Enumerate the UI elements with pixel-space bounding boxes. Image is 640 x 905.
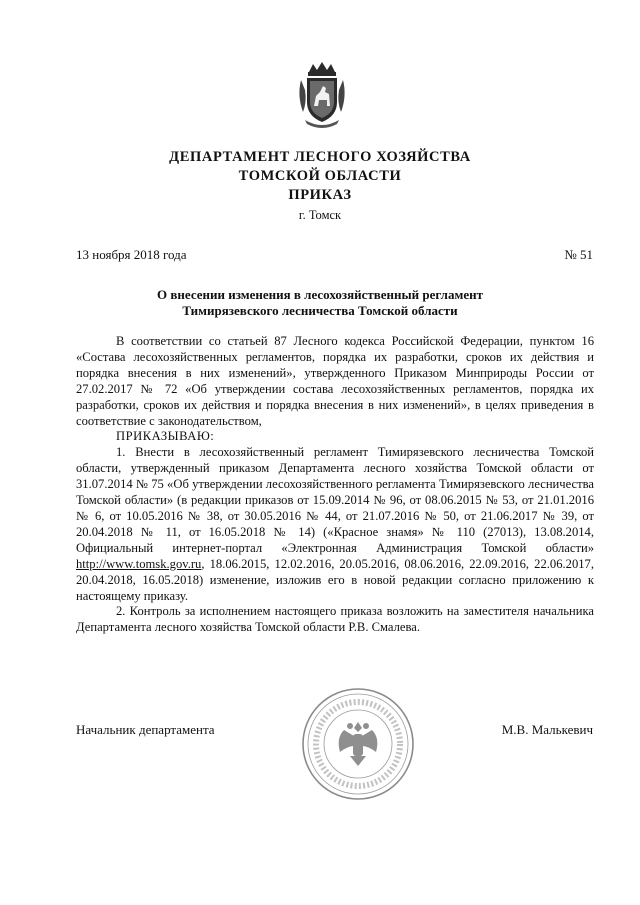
signature-name: М.В. Малькевич bbox=[501, 722, 593, 737]
department-name-line1: ДЕПАРТАМЕНТ ЛЕСНОГО ХОЗЯЙСТВА bbox=[169, 149, 471, 165]
subject-line1: О внесении изменения в лесохозяйственный регламент bbox=[157, 287, 483, 302]
document-subject bbox=[0, 287, 640, 319]
item-1-paragraph bbox=[76, 445, 594, 604]
document-type: ПРИКАЗ bbox=[288, 187, 352, 203]
portal-link[interactable]: http://www.tomsk.gov.ru bbox=[76, 556, 202, 571]
subject-line2: Тимирязевского лесничества Томской области bbox=[182, 303, 458, 318]
coat-of-arms-icon bbox=[297, 62, 347, 128]
order-word: ПРИКАЗЫВАЮ: bbox=[116, 429, 215, 444]
official-seal-icon bbox=[300, 686, 416, 802]
document-number: № 51 bbox=[564, 247, 593, 262]
item-1-text-end: , 18.06.2015, 12.02.2016, 20.05.2016, 08.06.2016, 22.09.2016, 22.06.2017, 20.04.2018, 16.05.2018) изменение, изложив его в новой редакции согласно приложению к настоящему приказу. bbox=[76, 556, 594, 603]
item-2-paragraph: 2. Контроль за исполнением настоящего приказа возложить на заместителя начальника Департамента лесного хозяйства Томской области Р.В. Смалева. bbox=[76, 604, 594, 635]
department-name-line2: ТОМСКОЙ ОБЛАСТИ bbox=[238, 168, 402, 184]
document-header bbox=[0, 148, 640, 224]
item-1-text-start: 1. Внести в лесохозяйственный регламент Тимирязевского лесничества Томской области, утвержденный приказом Департамента лесного хозяйства Томской области от 31.07.2014 № 75 «Об утверждении лесохозяйственного регламента Тимирязевского лесничества Томской области» (в редакции приказов от 15.09.2014 № 96, от 08.06.2015 № 53, от 21.01.2016 № 6, от 10.05.2016 № 38, от 30.05.2016 № 44, от 21.07.2016 № 50, от 21.06.2017 № 39, от 20.04.2018 № 11, от 16.05.2018 № 14) («Красное знамя» № 110 (27013), 13.08.2014, Официальный интернет-портал «Электронная Администрация Томской области» bbox=[76, 445, 594, 555]
preamble-paragraph: В соответствии со статьей 87 Лесного кодекса Российской Федерации, пунктом 16 «Состава лесохозяйственных регламентов, порядка их разработки, сроков их действия и порядка внесения в них изменений», утвержденного Приказом Минприроды России от 27.02.2017 № 72 «Об утверждении состава лесохозяйственных регламентов, порядка их разработки, сроков их действия и порядка внесения в них изменений», в целях приведения в соответствие с законодательством, bbox=[76, 334, 594, 428]
signature-role: Начальник департамента bbox=[76, 722, 215, 737]
document-body bbox=[76, 334, 594, 636]
document-date: 13 ноября 2018 года bbox=[76, 247, 187, 262]
document-city: г. Томск bbox=[298, 208, 342, 222]
